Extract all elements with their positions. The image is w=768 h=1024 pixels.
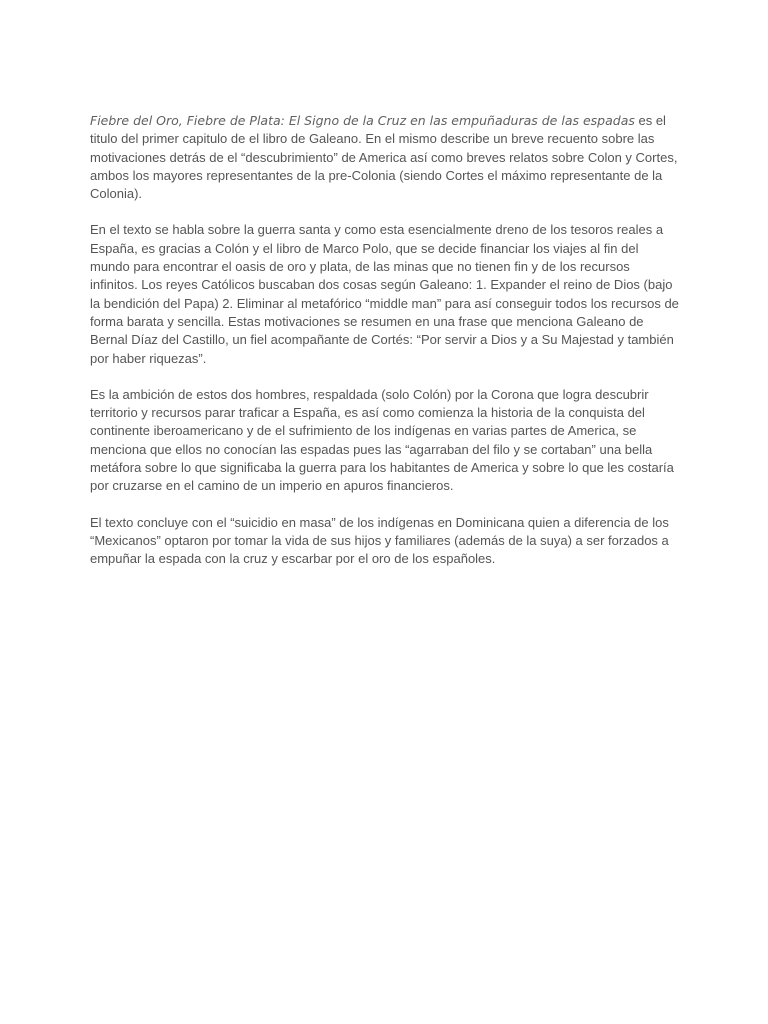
book-chapter-title: Fiebre del Oro, Fiebre de Plata: El Signo de la Cruz en las empuñaduras de las espadas: [90, 113, 635, 128]
paragraph-2: En el texto se habla sobre la guerra santa y como esta esencialmente dreno de los tesoros reales a España, es gracias a Colón y el libro de Marco Polo, que se decide financiar los viajes al fin del mundo para encontrar el oasis de oro y plata, de las minas que no tienen fin y de los recursos infinitos. Los reyes Católicos buscaban dos cosas según Galeano: 1. Expander el reino de Dios (bajo la bendición del Papa) 2. Eliminar al metafórico “middle man” para así conseguir todos los recursos de forma barata y sencilla. Estas motivaciones se resumen en una frase que menciona Galeano de Bernal Díaz del Castillo, un fiel acompañante de Cortés: “Por servir a Dios y a Su Majestad y también por haber riquezas”.: [90, 222, 679, 366]
paragraph-4: El texto concluye con el “suicidio en masa” de los indígenas en Dominicana quien a diferencia de los “Mexicanos” optaron por tomar la vida de sus hijos y familiares (además de la suya) a ser forzados a empuñar la espada con la cruz y escarbar por el oro de los españoles.: [90, 514, 669, 567]
paragraph-1-text: es el titulo del primer capitulo de el libro de Galeano. En el mismo describe un breve recuento sobre las motivaciones detrás de el “descubrimiento” de America así como breves relatos sobre Colon y Cortes, ambos los mayores representantes de la pre-Colonia (siendo Cortes el máximo representante de la Colonia).: [90, 113, 678, 202]
document-page: [90, 112, 680, 587]
paragraph-3: Es la ambición de estos dos hombres, respaldada (solo Colón) por la Corona que logra descubrir territorio y recursos parar traficar a España, es así como comienza la historia de la conquista del continente iberoamericano y de el sufrimiento de los indígenas en varias partes de America, se menciona que ellos no conocían las espadas pues las “agarraban del filo y se cortaban” una bella metáfora sobre lo que significaba la guerra para los habitantes de America y sobre lo que les costaría por cruzarse en el camino de un imperio en apuros financieros.: [90, 386, 674, 494]
paragraph-1: [90, 112, 680, 203]
